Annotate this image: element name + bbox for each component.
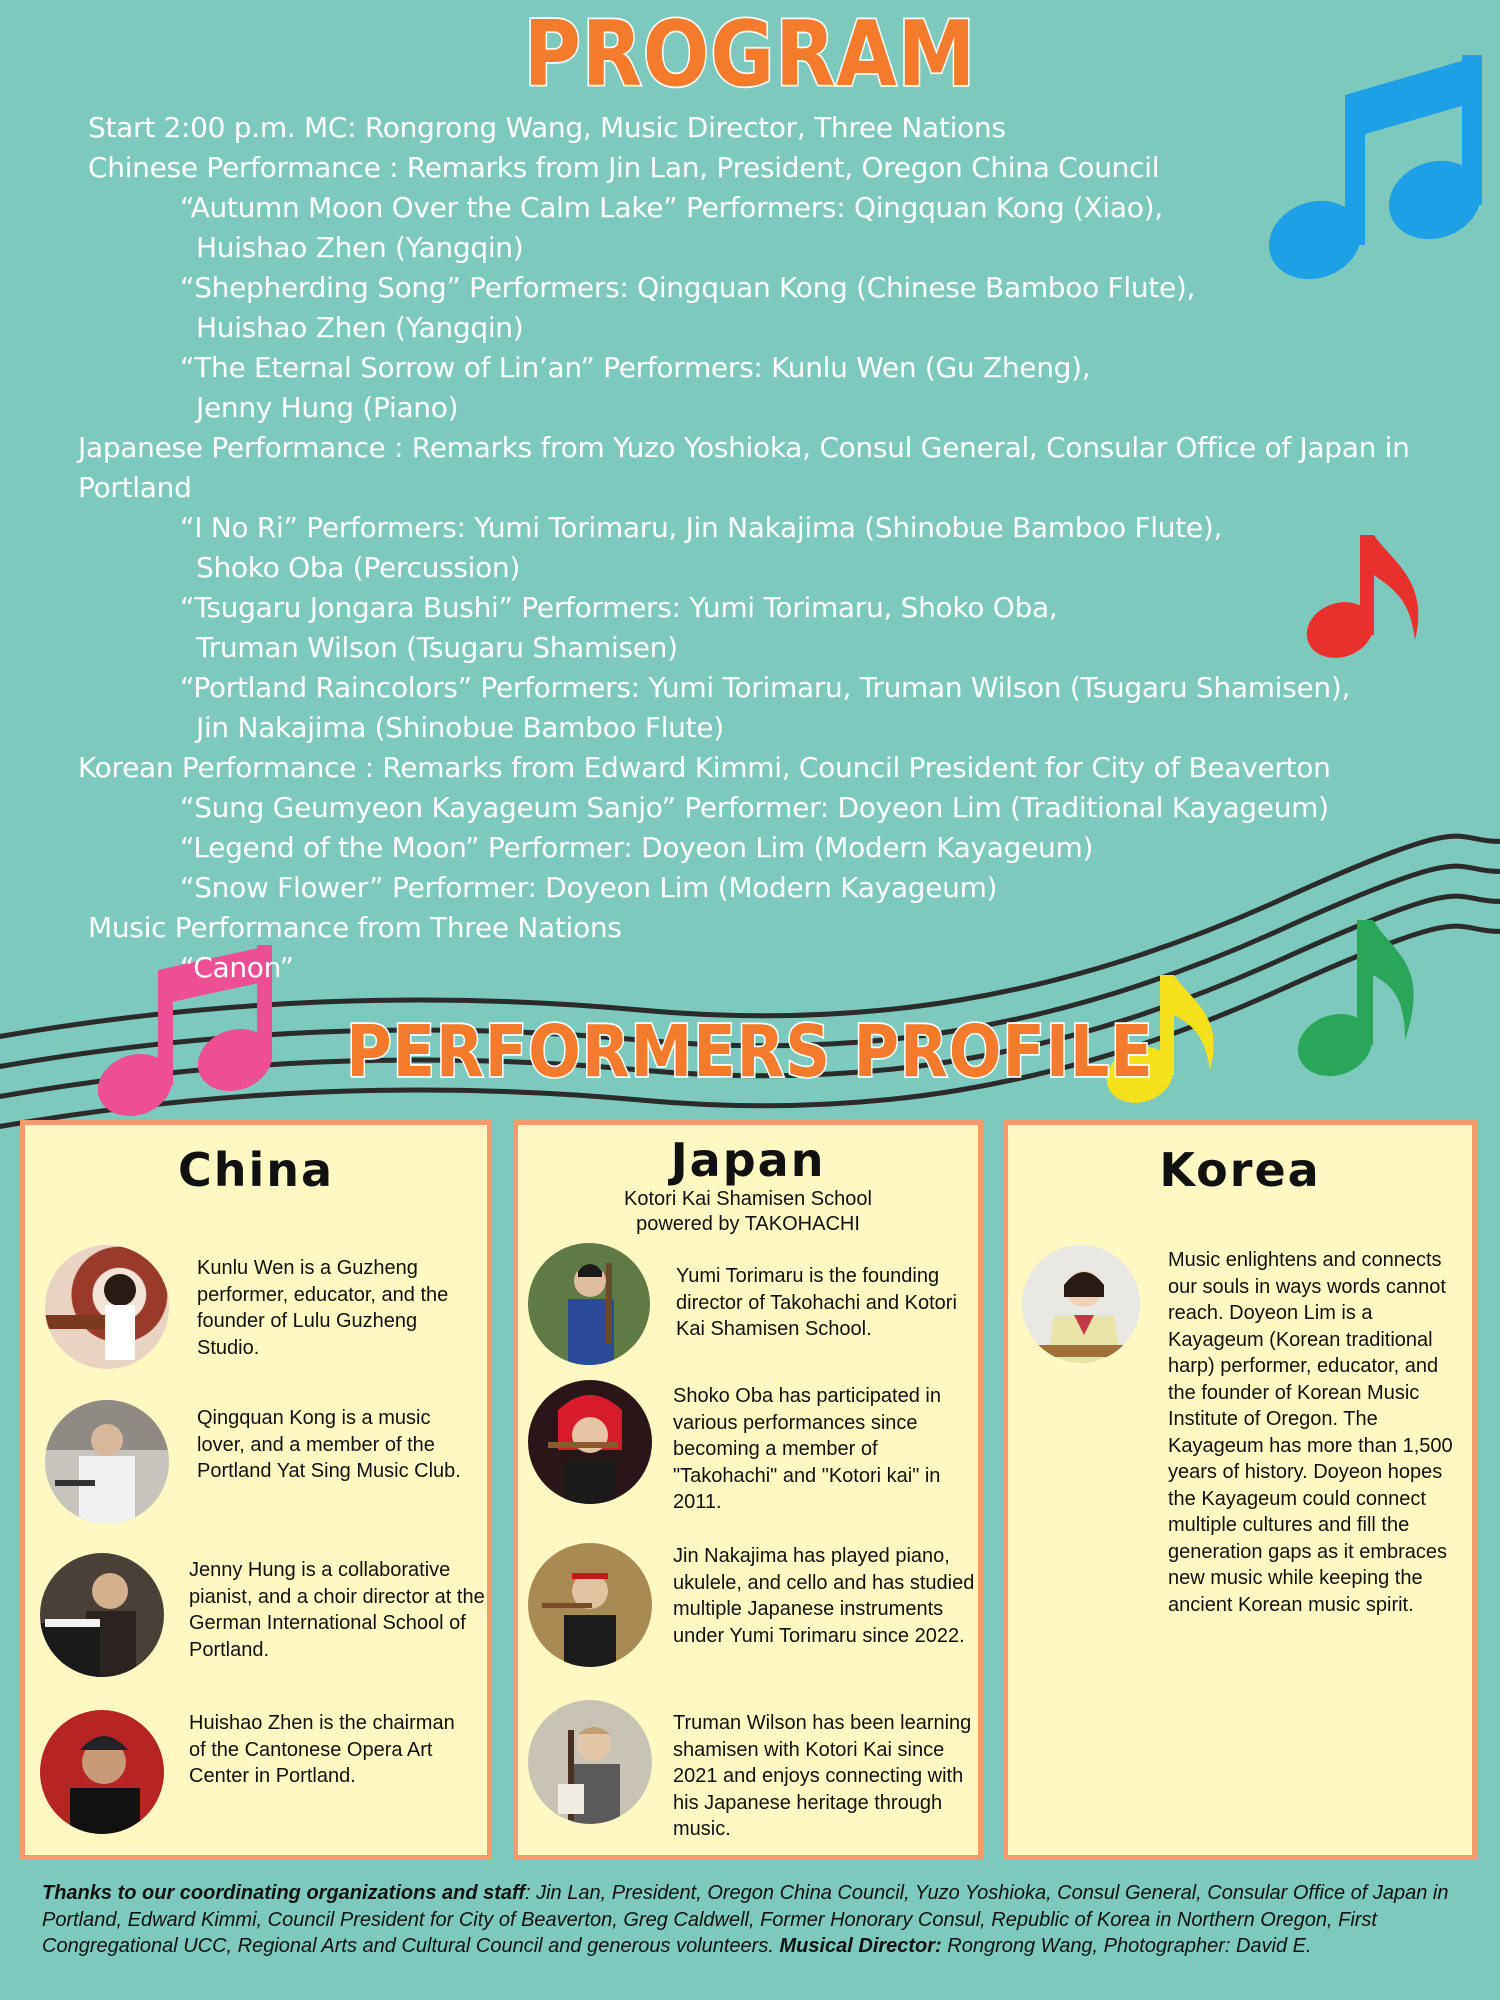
performers-profile-title: PERFORMERS PROFILE bbox=[346, 1009, 1154, 1094]
japan-school-powered-by: powered by TAKOHACHI bbox=[636, 1213, 860, 1235]
kunlu-wen-bio: Kunlu Wen is a Guzheng performer, educator, and the founder of Lulu Guzheng Studio. bbox=[197, 1257, 449, 1359]
yumi-torimaru-bio: Yumi Torimaru is the founding director of Takohachi and Kotori Kai Shamisen School. bbox=[676, 1265, 957, 1340]
jenny-hung-bio: Jenny Hung is a collaborative pianist, and a choir director at the German International School of Portland. bbox=[189, 1559, 485, 1661]
china-heading: China bbox=[177, 1143, 335, 1197]
thanks-text: : Jin Lan, President, Oregon China Council, Yuzo Yoshioka, Consul General, Consular Office of Japan in Portland, Edward Kimmi, Council President for City of Beaverton, Greg Caldwell, Former Honorary Consul, Republic of Korea in Northern Oregon, First Congregational UCC, Regional Arts and Cultural Council and generous volunteers. bbox=[42, 1882, 1449, 1957]
qingquan-kong-avatar bbox=[45, 1400, 169, 1524]
program-line: “Snow Flower” Performer: Doyeon Lim (Modern Kayageum) bbox=[180, 871, 998, 904]
jenny-hung-avatar bbox=[40, 1553, 164, 1677]
japan-school-name: Kotori Kai Shamisen School bbox=[624, 1188, 872, 1210]
thanks-label: Thanks to our coordinating organizations and staff bbox=[42, 1882, 525, 1904]
program-line: Portland bbox=[78, 471, 192, 504]
program-line: Shoko Oba (Percussion) bbox=[196, 551, 520, 584]
shoko-oba-avatar bbox=[528, 1380, 652, 1504]
korea-heading: Korea bbox=[1159, 1143, 1321, 1197]
program-line: “Shepherding Song” Performers: Qingquan Kong (Chinese Bamboo Flute), bbox=[180, 271, 1196, 304]
doyeon-lim-avatar bbox=[1022, 1245, 1140, 1363]
truman-wilson-bio: Truman Wilson has been learning shamisen with Kotori Kai since 2021 and enjoys connecting with his Japanese heritage through music. bbox=[673, 1712, 972, 1840]
yumi-torimaru-avatar bbox=[528, 1243, 650, 1365]
program-line: Huishao Zhen (Yangqin) bbox=[196, 311, 524, 344]
huishao-zhen-bio: Huishao Zhen is the chairman of the Cantonese Opera Art Center in Portland. bbox=[189, 1712, 455, 1787]
japan-heading: Japan bbox=[670, 1133, 826, 1187]
program-line: “The Eternal Sorrow of Lin’an” Performers: Kunlu Wen (Gu Zheng), bbox=[180, 351, 1091, 384]
program-line: “Canon” bbox=[180, 951, 294, 984]
qingquan-kong-bio: Qingquan Kong is a music lover, and a member of the Portland Yat Sing Music Club. bbox=[197, 1407, 461, 1482]
program-line: Start 2:00 p.m. MC: Rongrong Wang, Music Director, Three Nations bbox=[88, 111, 1006, 144]
program-line: Huishao Zhen (Yangqin) bbox=[196, 231, 524, 264]
huishao-zhen-avatar bbox=[40, 1710, 164, 1834]
program-line: “Sung Geumyeon Kayageum Sanjo” Performer: Doyeon Lim (Traditional Kayageum) bbox=[180, 791, 1329, 824]
red-music-note-icon bbox=[1299, 535, 1418, 667]
program-line: Jenny Hung (Piano) bbox=[196, 391, 459, 424]
program-line: Japanese Performance : Remarks from Yuzo Yoshioka, Consul General, Consular Office of Japan in bbox=[78, 431, 1410, 464]
program-line: “Autumn Moon Over the Calm Lake” Performers: Qingquan Kong (Xiao), bbox=[180, 191, 1163, 224]
program-line: “I No Ri” Performers: Yumi Torimaru, Jin Nakajima (Shinobue Bamboo Flute), bbox=[180, 511, 1223, 544]
shoko-oba-bio: Shoko Oba has participated in various performances since becoming a member of "Takohachi" and "Kotori kai" in 2011. bbox=[673, 1385, 941, 1513]
jin-nakajima-avatar bbox=[528, 1543, 652, 1667]
program-line: Korean Performance : Remarks from Edward Kimmi, Council President for City of Beaverton bbox=[78, 751, 1331, 784]
program-line: “Legend of the Moon” Performer: Doyeon Lim (Modern Kayageum) bbox=[180, 831, 1094, 864]
japan-panel bbox=[513, 1120, 983, 1860]
program-line: “Portland Raincolors” Performers: Yumi Torimaru, Truman Wilson (Tsugaru Shamisen), bbox=[180, 671, 1351, 704]
doyeon-lim-bio: Music enlightens and connects our souls in ways words cannot reach. Doyeon Lim is a Kayageum (Korean traditional harp) performer, educator, and the founder of Korean Music Institute of Oregon. The Kayageum has more than 1,500 years of history. Doyeon hopes the Kayageum could connect multiple cultures and fill the generation gaps as it embraces new music while keeping the ancient Korean music spirit. bbox=[1168, 1249, 1453, 1616]
program-line: Music Performance from Three Nations bbox=[88, 911, 622, 944]
program-line: Jin Nakajima (Shinobue Bamboo Flute) bbox=[196, 711, 724, 744]
musical-director-label: Musical Director: bbox=[779, 1935, 942, 1957]
korea-panel bbox=[1003, 1120, 1477, 1860]
program-line: “Tsugaru Jongara Bushi” Performers: Yumi Torimaru, Shoko Oba, bbox=[180, 591, 1058, 624]
program-line: Truman Wilson (Tsugaru Shamisen) bbox=[196, 631, 678, 664]
program-line: Chinese Performance : Remarks from Jin Lan, President, Oregon China Council bbox=[88, 151, 1160, 184]
musical-director-text: Rongrong Wang, Photographer: David E. bbox=[941, 1935, 1312, 1957]
truman-wilson-avatar bbox=[528, 1700, 652, 1824]
china-panel bbox=[20, 1120, 492, 1860]
jin-nakajima-bio: Jin Nakajima has played piano, ukulele, and cello and has studied multiple Japanese instruments under Yumi Torimaru since 2022. bbox=[673, 1545, 975, 1647]
kunlu-wen-avatar bbox=[45, 1245, 169, 1369]
acknowledgements-footer bbox=[42, 1880, 1462, 1960]
program-title: PROGRAM bbox=[523, 3, 977, 107]
